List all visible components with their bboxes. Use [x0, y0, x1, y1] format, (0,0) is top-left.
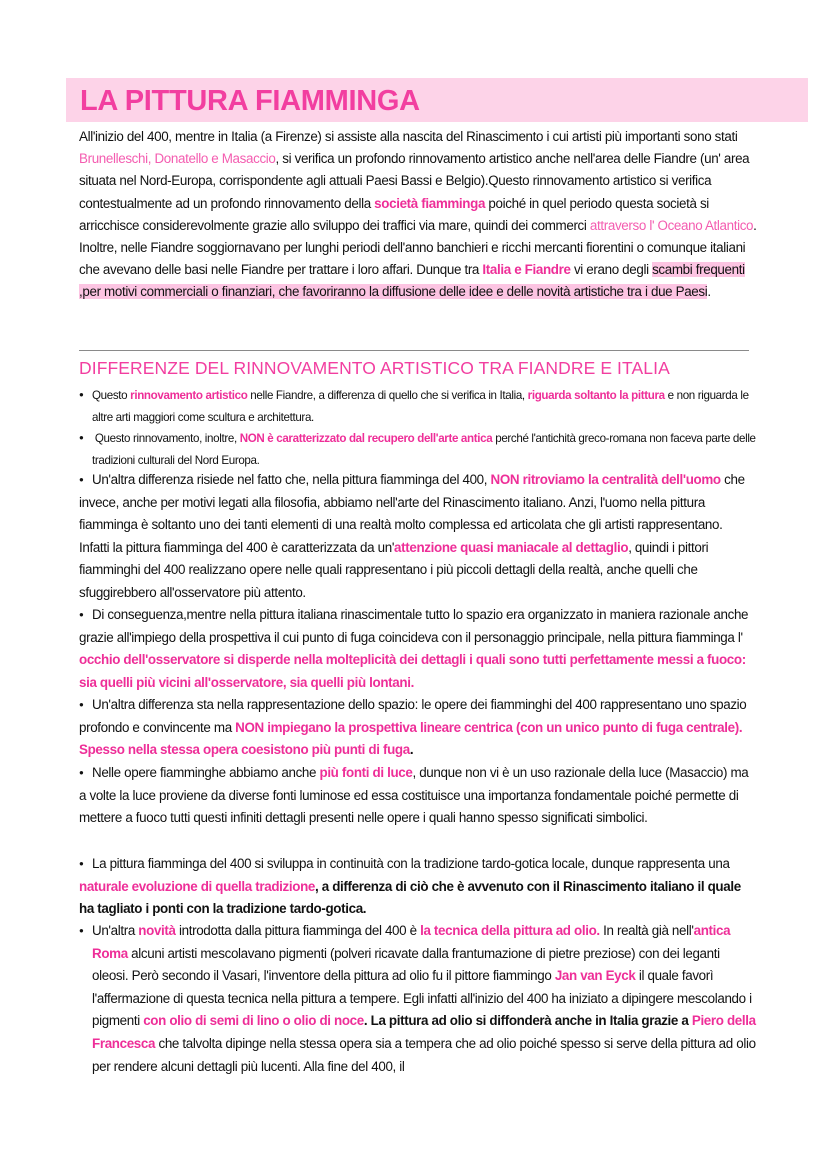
list-item: ●Nelle opere fiamminghe abbiamo anche più fonti di luce, dunque non vi è un uso razionale della luce (Masaccio) ma a volte la luce proviene da diverse fonti luminose ed essa costituisce una importanza fondamentale poiché permette di mettere a fuoco tutti questi infiniti dettagli presenti nelle opere i quali hanno spesso significati simbolici. [79, 762, 755, 830]
list-item: ●La pittura fiamminga del 400 si sviluppa in continuità con la tradizione tardo-gotica locale, dunque rappresenta una naturale evoluzione di quella tradizione, a differenza di ciò che è avvenuto con il Rinascimento italiano il quale ha tagliato i ponti con la tradizione tardo-gotica. [79, 853, 755, 921]
keyword: riguarda soltanto la pittura [527, 389, 665, 402]
list-item: ●Un'altra novità introdotta dalla pittura fiamminga del 400 è la tecnica della pittura ad olio. In realtà già nell'antica Roma alcuni artisti mescolavano pigmenti (polveri ricavate dalla frantumazione di pietre preziose) con dei leganti oleosi. Però secondo il Vasari, l'inventore della pittura ad olio fu il pittore fiammingo Jan van Eyck il quale favorì l'affermazione di questa tecnica nella pittura a tempere. Egli infatti all'inizio del 400 ha iniziato a dipingere mescolando i pigmenti con olio di semi di lino o olio di noce. La pittura ad olio si diffonderà anche in Italia grazie a Piero della Francesca che talvolta dipinge nella stessa opera sia a tempera che ad olio poiché spesso si serve della pittura ad olio per rendere alcuni dettagli più lucenti. Alla fine del 400, il [79, 920, 756, 1078]
keyword: più fonti di luce [319, 765, 413, 780]
highlighted-text: scambi frequenti ,per motivi commerciali o finanziari, che favoriranno la diffusione delle idee e delle novità artistiche tra i due Paesi [79, 262, 745, 300]
list-item: ●Un'altra differenza sta nella rappresentazione dello spazio: le opere dei fiamminghi del 400 rappresentano uno spazio profondo e convincente ma NON impiegano la prospettiva lineare centrica (con un unico punto di fuga centrale). Spesso nella stessa opera coesistono più punti di fuga. [79, 694, 755, 762]
ocean-phrase: attraverso l' Oceano Atlantico [589, 217, 754, 233]
list-item: ●Di conseguenza,mentre nella pittura italiana rinascimentale tutto lo spazio era organizzato in maniera razionale anche grazie all'impiego della prospettiva il cui punto di fuga coincideva con il personaggio principale, nella pittura fiamminga l' occhio dell'osservatore si disperde nella molteplicità dei dettagli i quali sono tutti perfettamente messi a fuoco: sia quelli più vicini all'osservatore, sia quelli più lontani. [79, 604, 755, 694]
keyword: NON è caratterizzato dal recupero dell'arte antica [239, 432, 493, 445]
page-title: LA PITTURA FIAMMINGA [80, 85, 420, 117]
keyword: società fiamminga [374, 195, 486, 211]
keyword: Jan van Eyck [554, 968, 636, 984]
bullet-icon [79, 853, 92, 876]
keyword: con olio di semi di lino o olio di noce [143, 1013, 364, 1029]
section-divider [79, 350, 749, 351]
intro-paragraph: All'inizio del 400, mentre in Italia (a Firenze) si assiste alla nascita del Rinascimento i cui artisti più importanti sono stati Brunelleschi, Donatello e Masaccio, si verifica un profondo rinnovamento artistico anche nell'area delle Fiandre (un' area situata nel Nord-Europa, corrispondente agli attuali Paesi Bassi e Belgio).Questo rinnovamento artistico si verifica contestualmente ad un profondo rinnovamento della società fiamminga poiché in quel periodo questa società si arricchisce considerevolmente grazie allo sviluppo dei traffici via mare, quindi dei commerci attraverso l' Oceano Atlantico. Inoltre, nelle Fiandre soggiornavano per lunghi periodi dell'anno banchieri e ricchi mercanti fiorentini o comunque italiani che avevano delle basi nelle Fiandre per trattare i loro affari. Dunque tra Italia e Fiandre vi erano degli scambi frequenti ,per motivi commerciali o finanziari, che favoriranno la diffusione delle idee e delle novità artistiche tra i due Paesi. [79, 129, 757, 300]
bullet-icon [79, 694, 92, 717]
keyword: rinnovamento artistico [130, 389, 248, 402]
bullet-icon [79, 762, 92, 785]
keyword: NON impiegano la prospettiva lineare centrica (con un unico punto di fuga centrale). Spesso nella stessa opera coesistono più punti di fuga [79, 719, 743, 758]
bullet-icon [79, 384, 92, 407]
keyword: attenzione quasi maniacale al dettaglio [394, 539, 629, 555]
artist-names: Brunelleschi, Donatello e Masaccio [79, 151, 276, 167]
keyword: naturale evoluzione di quella tradizione [79, 878, 316, 894]
keyword: Italia e Fiandre [482, 262, 571, 278]
bullet-icon [79, 920, 92, 943]
bullet-icon [79, 427, 92, 450]
keyword: occhio dell'osservatore si disperde nella molteplicità dei dettagli i quali sono tutti perfettamente messi a fuoco: sia quelli più vicini all'osservatore, sia quelli più lontani. [79, 652, 746, 690]
list-item: ● Questo rinnovamento, inoltre, NON è caratterizzato dal recupero dell'arte antica perché l'antichità greco-romana non faceva parte delle tradizioni culturali del Nord Europa. [79, 427, 756, 471]
keyword: NON ritroviamo la centralità dell'uomo [490, 472, 721, 487]
bullet-icon [79, 469, 92, 492]
keyword: Piero della Francesca [92, 1013, 756, 1051]
keyword: antica Roma [92, 923, 731, 961]
list-item: ●Un'altra differenza risiede nel fatto che, nella pittura fiamminga del 400, NON ritroviamo la centralità dell'uomo che invece, anche per motivi legati alla filosofia, abbiamo nell'arte del Rinascimento italiano. Anzi, l'uomo nella pittura fiamminga è soltanto uno dei tanti elementi di una realtà molto complessa ed articolata che gli artisti rappresentano. Infatti la pittura fiamminga del 400 è caratterizzata da un'attenzione quasi maniacale al dettaglio, quindi i pittori fiamminghi del 400 realizzano opere nelle quali rappresentano i più piccoli dettagli della realtà, anche quelli che sfuggirebbero all'osservatore più attento. [79, 469, 755, 605]
bullet-icon [79, 604, 92, 627]
list-item: ●Questo rinnovamento artistico nelle Fiandre, a differenza di quello che si verifica in Italia, riguarda soltanto la pittura e non riguarda le altre arti maggiori come scultura e architettura. [79, 384, 756, 428]
keyword: la tecnica della pittura ad olio. [420, 923, 600, 938]
section-heading: DIFFERENZE DEL RINNOVAMENTO ARTISTICO TRA FIANDRE E ITALIA [79, 358, 670, 378]
keyword: novità [138, 923, 176, 938]
